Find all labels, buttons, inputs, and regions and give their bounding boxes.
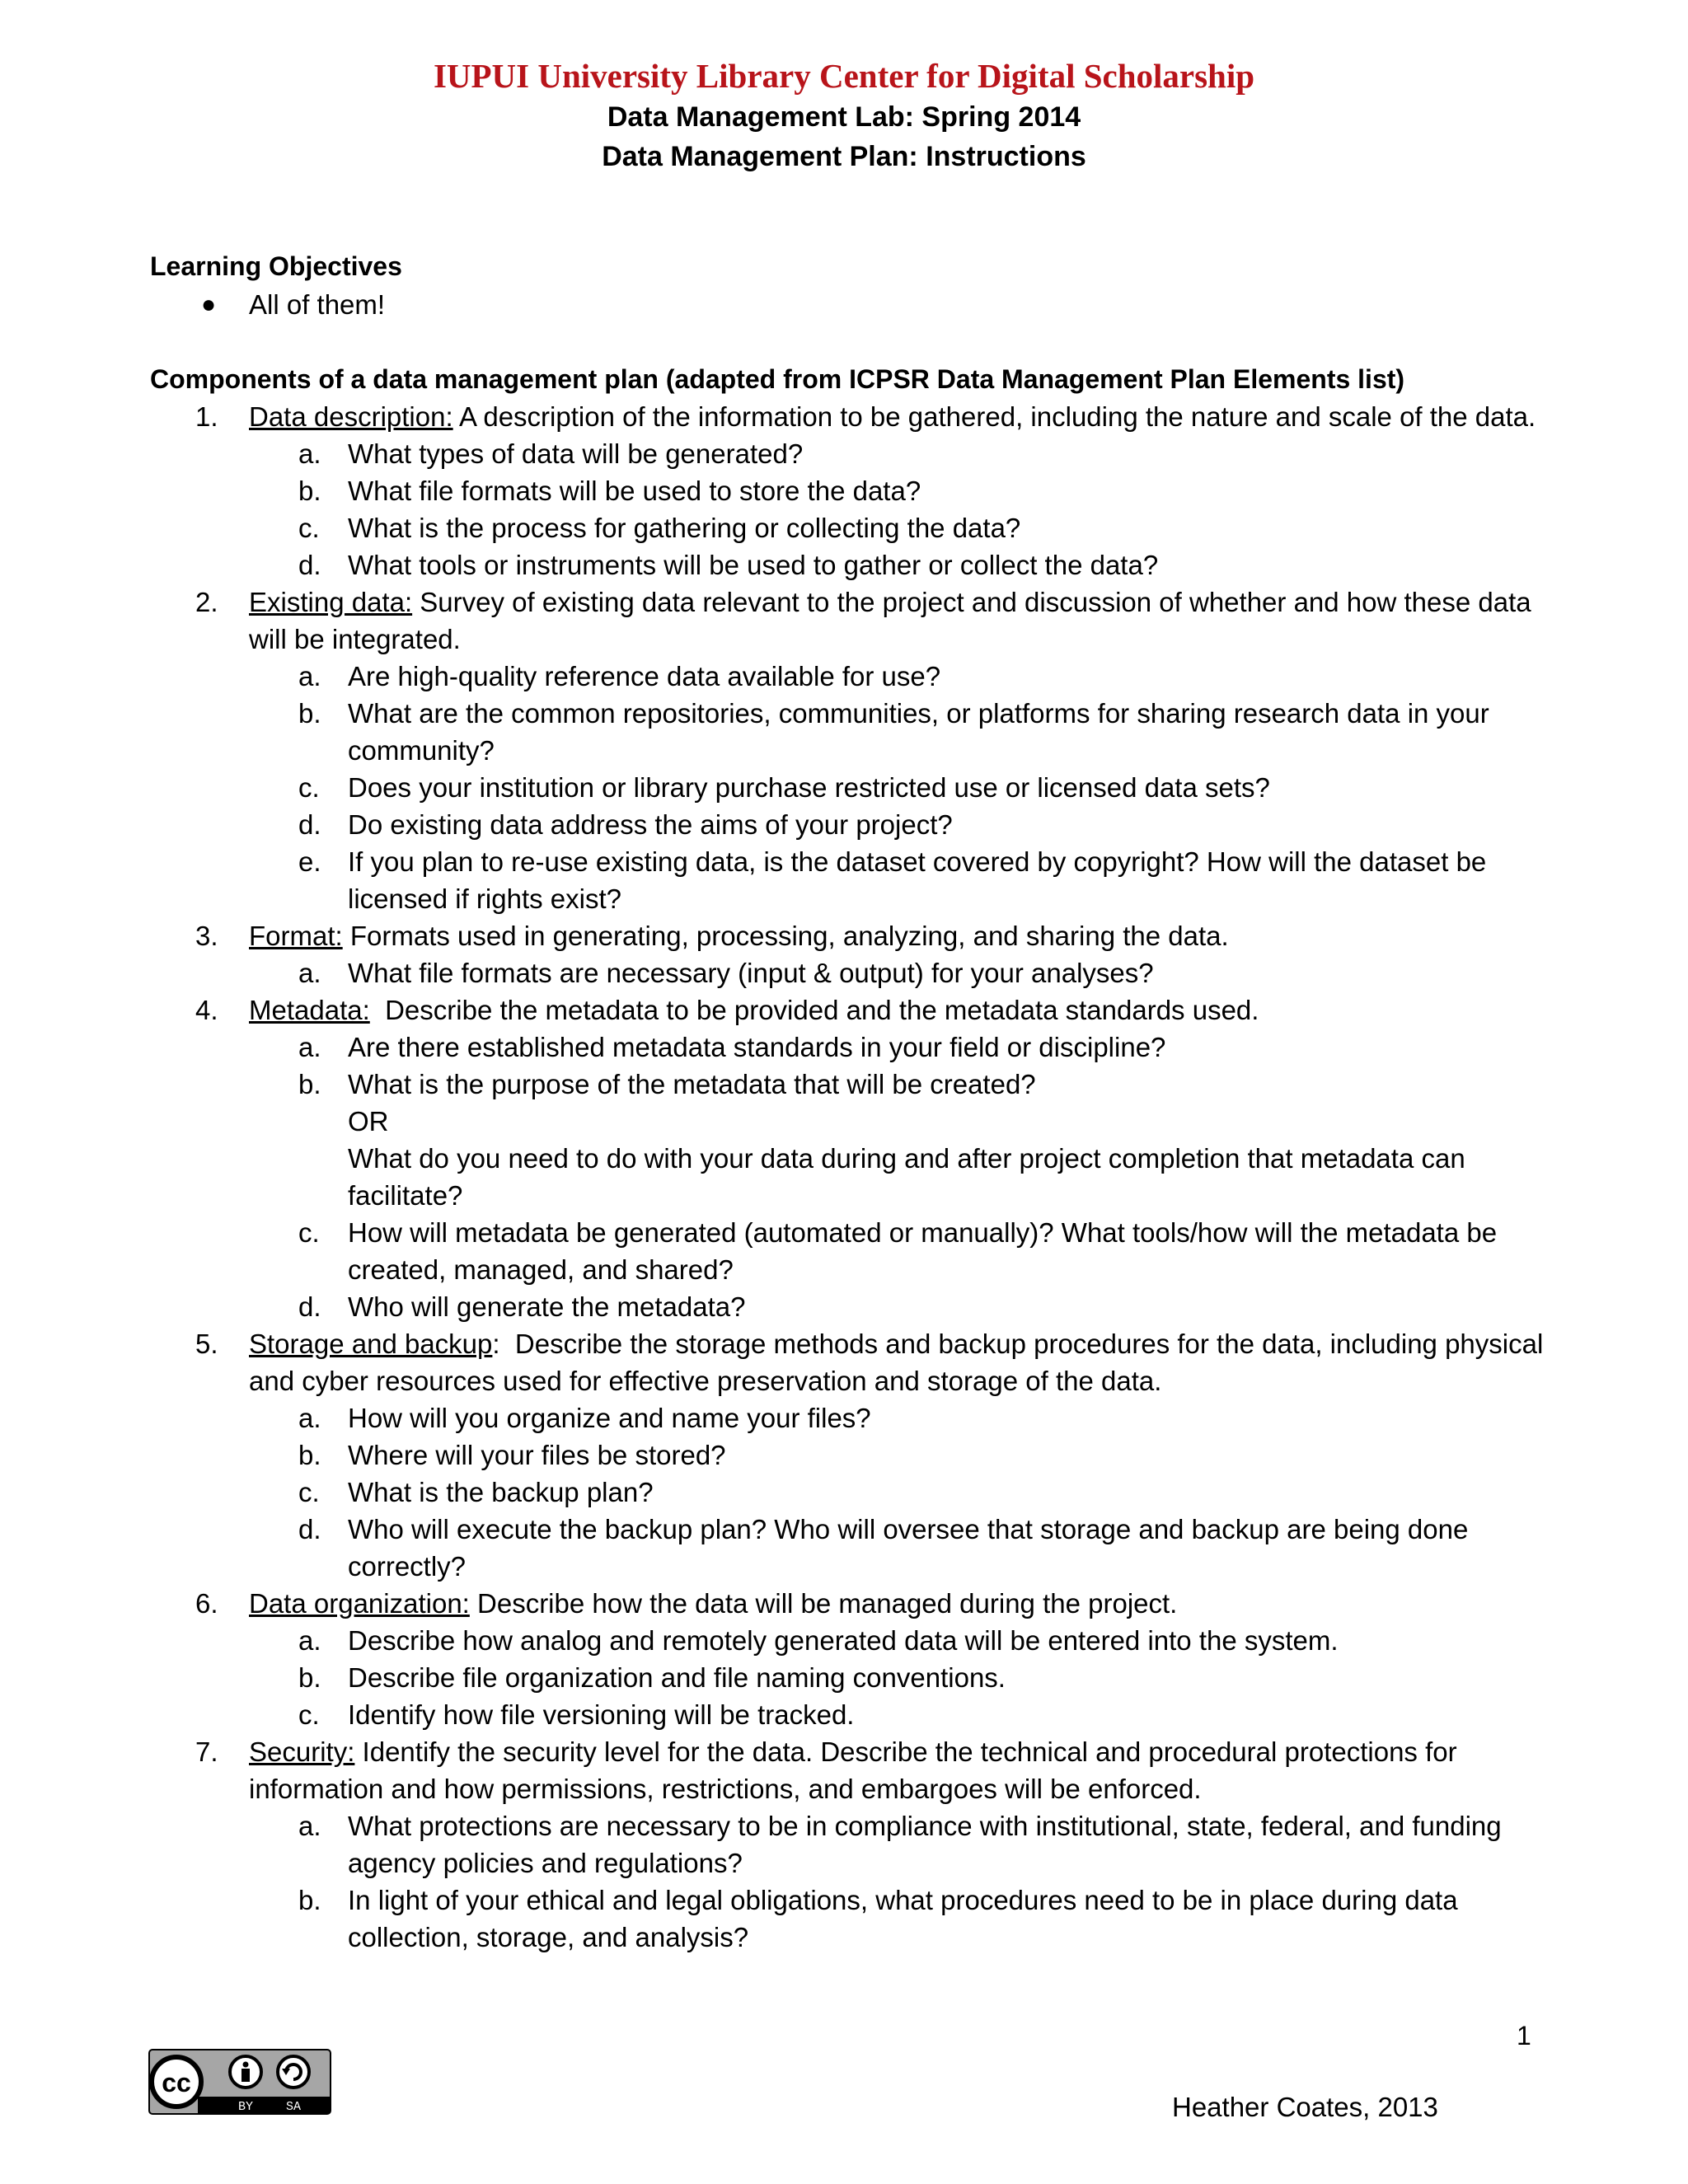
question-item bbox=[249, 435, 1551, 472]
question-item bbox=[249, 954, 1551, 991]
by-label: BY bbox=[237, 2100, 254, 2114]
question-letter: b. bbox=[298, 1662, 321, 1693]
question-text: How will metadata be generated (automated or manually)? What tools/how will the metadata be created, managed, and shared? bbox=[348, 1217, 1498, 1285]
question-letter: d. bbox=[298, 809, 321, 840]
item-number: 4. bbox=[195, 995, 218, 1025]
question-item bbox=[249, 1511, 1551, 1585]
question-letter: c. bbox=[298, 772, 320, 803]
question-text: What protections are necessary to be in compliance with institutional, state, federal, and funding agency policies and regulations? bbox=[348, 1811, 1502, 1878]
question-text: Does your institution or library purchase restricted use or licensed data sets? bbox=[348, 772, 1270, 803]
question-letter: b. bbox=[298, 476, 321, 506]
component-item bbox=[150, 398, 1551, 583]
question-letter: c. bbox=[298, 1699, 320, 1730]
item-description bbox=[249, 917, 1551, 954]
question-letter: c. bbox=[298, 513, 320, 543]
question-item bbox=[249, 1029, 1551, 1066]
question-text: Are high-quality reference data available for use? bbox=[348, 661, 941, 691]
question-item bbox=[249, 769, 1551, 806]
question-item bbox=[249, 1066, 1551, 1214]
sa-label: SA bbox=[285, 2100, 302, 2114]
item-description bbox=[249, 1585, 1551, 1622]
question-item bbox=[249, 1214, 1551, 1288]
question-text: In light of your ethical and legal obligations, what procedures need to be in place during data collection, storage, and analysis? bbox=[348, 1885, 1458, 1952]
question-list bbox=[249, 954, 1551, 991]
cc-by-sa-license-icon bbox=[148, 2049, 331, 2115]
question-letter: a. bbox=[298, 438, 321, 469]
item-text: Formats used in generating, processing, analyzing, and sharing the data. bbox=[342, 921, 1229, 951]
item-text: Identify the security level for the data. Describe the technical and procedural protections for information and how permissions, restrictions, and embargoes will be enforced. bbox=[249, 1736, 1465, 1804]
objective-text: All of them! bbox=[249, 289, 386, 320]
question-text: What is the backup plan? bbox=[348, 1477, 654, 1507]
question-item bbox=[249, 1474, 1551, 1511]
item-term: Format: bbox=[249, 921, 343, 951]
question-item bbox=[249, 1288, 1551, 1325]
question-alternative: What do you need to do with your data during and after project completion that metadata can facilitate? bbox=[348, 1143, 1465, 1211]
question-item bbox=[249, 472, 1551, 509]
question-letter: d. bbox=[298, 550, 321, 580]
question-list bbox=[249, 658, 1551, 917]
learning-objectives-heading: Learning Objectives bbox=[150, 251, 402, 281]
question-text: What file formats are necessary (input & output) for your analyses? bbox=[348, 958, 1154, 988]
question-text: What are the common repositories, communities, or platforms for sharing research data in your community? bbox=[348, 698, 1489, 766]
cc-mark: cc bbox=[162, 2068, 191, 2097]
question-letter: a. bbox=[298, 1811, 321, 1841]
item-description bbox=[249, 583, 1551, 658]
item-text: Describe how the data will be managed during the project. bbox=[469, 1588, 1178, 1619]
question-item bbox=[249, 1436, 1551, 1474]
question-letter: b. bbox=[298, 1885, 321, 1915]
question-letter: d. bbox=[298, 1514, 321, 1544]
question-list bbox=[249, 435, 1551, 583]
item-number: 1. bbox=[195, 401, 218, 432]
component-item bbox=[150, 1733, 1551, 1956]
question-letter: a. bbox=[298, 661, 321, 691]
question-text: What file formats will be used to store the data? bbox=[348, 476, 921, 506]
question-text: What types of data will be generated? bbox=[348, 438, 804, 469]
component-item bbox=[150, 1585, 1551, 1733]
item-number: 2. bbox=[195, 587, 218, 617]
question-text: Where will your files be stored? bbox=[348, 1440, 726, 1470]
question-text: What is the purpose of the metadata that will be created? bbox=[348, 1069, 1036, 1099]
question-letter: c. bbox=[298, 1217, 320, 1248]
question-item bbox=[249, 1622, 1551, 1659]
question-letter: a. bbox=[298, 1625, 321, 1656]
question-text: If you plan to re-use existing data, is the dataset covered by copyright? How will the dataset be licensed if rights exist? bbox=[348, 846, 1487, 914]
item-number: 7. bbox=[195, 1736, 218, 1767]
page-number: 1 bbox=[1517, 2021, 1531, 2050]
question-list bbox=[249, 1029, 1551, 1325]
question-list bbox=[249, 1622, 1551, 1733]
item-number: 3. bbox=[195, 921, 218, 951]
item-term: Security: bbox=[249, 1736, 355, 1767]
question-item bbox=[249, 806, 1551, 843]
item-text: Describe the metadata to be provided and the metadata standards used. bbox=[369, 995, 1259, 1025]
question-letter: d. bbox=[298, 1291, 321, 1322]
item-term: Storage and backup bbox=[249, 1329, 493, 1359]
item-term: Data organization: bbox=[249, 1588, 470, 1619]
component-item bbox=[150, 583, 1551, 917]
item-description bbox=[249, 398, 1551, 435]
question-item bbox=[249, 843, 1551, 917]
author-credit: Heather Coates, 2013 bbox=[1172, 2092, 1438, 2122]
components-heading: Components of a data management plan (adapted from ICPSR Data Management Plan Elements list) bbox=[150, 364, 1405, 394]
question-letter: a. bbox=[298, 1403, 321, 1433]
question-text: Who will execute the backup plan? Who will oversee that storage and backup are being done correctly? bbox=[348, 1514, 1469, 1582]
item-number: 5. bbox=[195, 1329, 218, 1359]
question-text: Are there established metadata standards in your field or discipline? bbox=[348, 1032, 1166, 1062]
item-number: 6. bbox=[195, 1588, 218, 1619]
question-item bbox=[249, 546, 1551, 583]
item-term: Data description: bbox=[249, 401, 453, 432]
list-item bbox=[150, 286, 385, 323]
item-text: Survey of existing data relevant to the project and discussion of whether and how these data will be integrated. bbox=[249, 587, 1539, 654]
question-text: Who will generate the metadata? bbox=[348, 1291, 746, 1322]
organization-title: IUPUI University Library Center for Digital Scholarship bbox=[433, 57, 1255, 95]
item-description bbox=[249, 1733, 1551, 1807]
question-item bbox=[249, 509, 1551, 546]
question-letter: e. bbox=[298, 846, 321, 877]
question-or: OR bbox=[348, 1106, 389, 1137]
question-text: What is the process for gathering or collecting the data? bbox=[348, 513, 1021, 543]
question-item bbox=[249, 1807, 1551, 1882]
question-letter: b. bbox=[298, 1440, 321, 1470]
item-term: Metadata: bbox=[249, 995, 370, 1025]
document-header bbox=[0, 54, 1688, 176]
item-description bbox=[249, 1325, 1551, 1399]
question-item bbox=[249, 1882, 1551, 1956]
question-letter: b. bbox=[298, 1069, 321, 1099]
document-title: Data Management Plan: Instructions bbox=[602, 141, 1086, 172]
question-text: Describe how analog and remotely generated data will be entered into the system. bbox=[348, 1625, 1339, 1656]
question-text: Do existing data address the aims of your project? bbox=[348, 809, 953, 840]
question-text: Identify how file versioning will be tracked. bbox=[348, 1699, 855, 1730]
components-list bbox=[150, 398, 1551, 1956]
question-letter: b. bbox=[298, 698, 321, 729]
question-item bbox=[249, 1659, 1551, 1696]
component-item bbox=[150, 991, 1551, 1325]
question-text: How will you organize and name your files? bbox=[348, 1403, 871, 1433]
question-item bbox=[249, 658, 1551, 695]
question-item bbox=[249, 695, 1551, 769]
learning-objectives-list bbox=[150, 286, 385, 323]
item-text: : Describe the storage methods and backup procedures for the data, including physical and cyber resources used for effective preservation and storage of the data. bbox=[249, 1329, 1551, 1396]
course-title: Data Management Lab: Spring 2014 bbox=[607, 101, 1081, 133]
question-item bbox=[249, 1696, 1551, 1733]
question-item bbox=[249, 1399, 1551, 1436]
question-list bbox=[249, 1399, 1551, 1585]
item-text: A description of the information to be gathered, including the nature and scale of the data. bbox=[452, 401, 1536, 432]
component-item bbox=[150, 1325, 1551, 1585]
item-description bbox=[249, 991, 1551, 1029]
question-letter: a. bbox=[298, 958, 321, 988]
question-text: What tools or instruments will be used to gather or collect the data? bbox=[348, 550, 1159, 580]
item-term: Existing data: bbox=[249, 587, 413, 617]
question-letter: c. bbox=[298, 1477, 320, 1507]
bullet-icon: ● bbox=[201, 291, 217, 318]
component-item bbox=[150, 917, 1551, 991]
question-text: Describe file organization and file naming conventions. bbox=[348, 1662, 1006, 1693]
question-letter: a. bbox=[298, 1032, 321, 1062]
question-list bbox=[249, 1807, 1551, 1956]
